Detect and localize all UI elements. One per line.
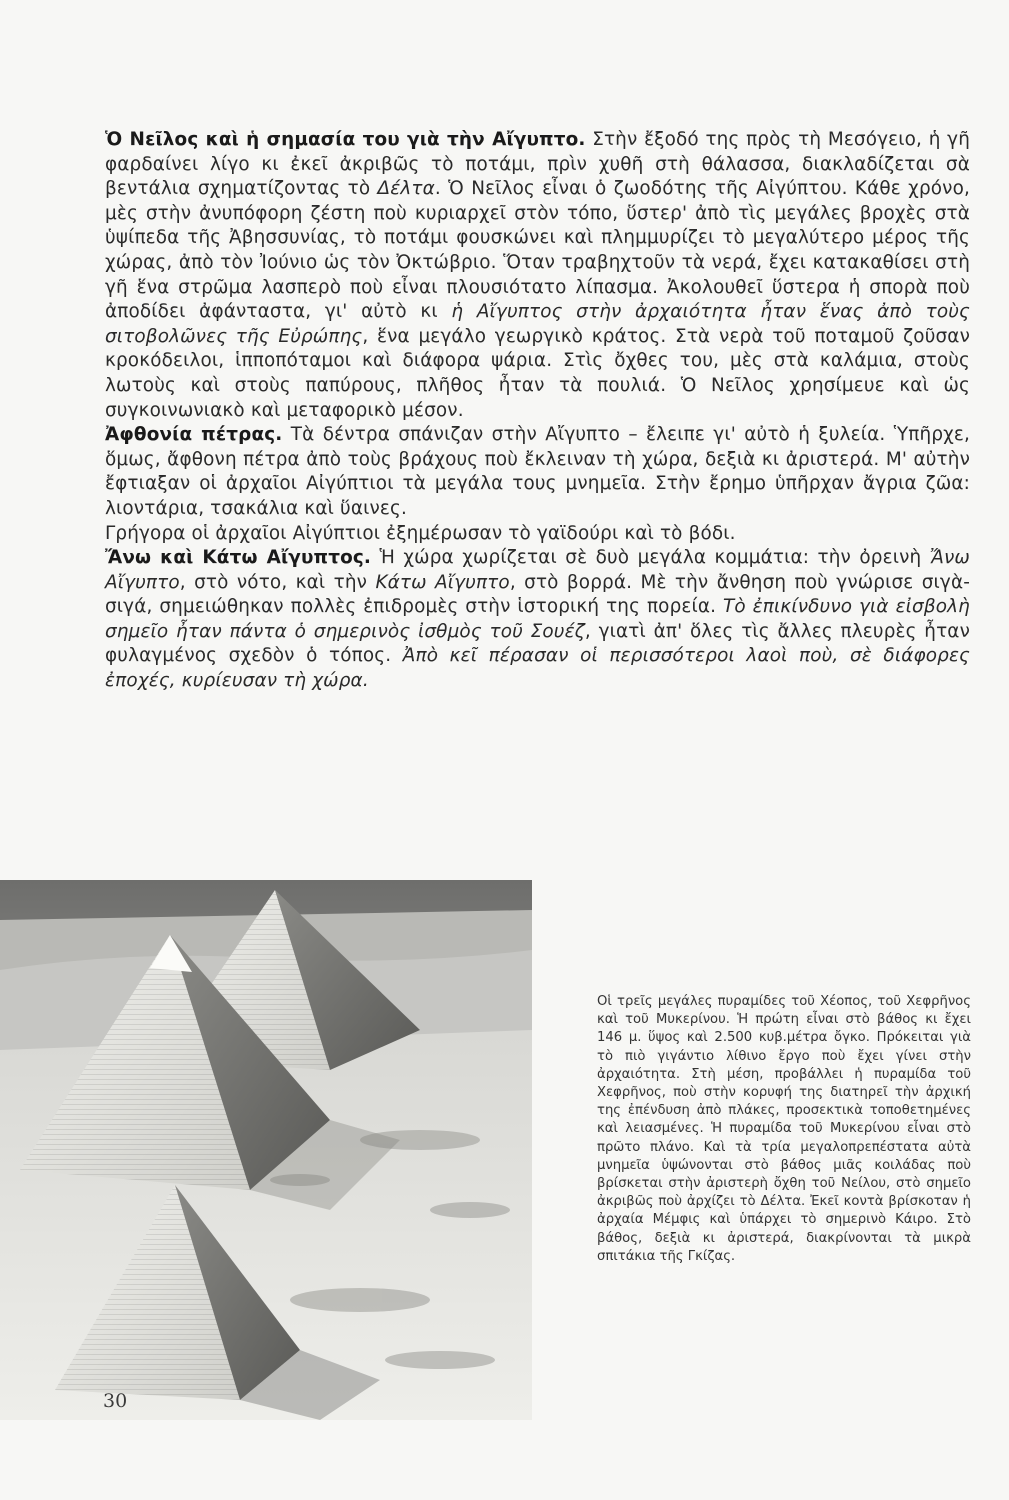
text-span: Γρήγορα οἱ ἀρχαῖοι Αἰγύπτιοι ἐξημέρωσαν τὸ γαϊδούρι καὶ τὸ βόδι. [105, 522, 736, 544]
main-text [105, 128, 970, 694]
text-span: , στὸ νότο, καὶ τὴν [179, 571, 376, 593]
italic-span: Ἀπὸ κεῖ πέρασαν οἱ περισσότεροι λαοὶ ποὺ, σὲ διάφορες ἐποχές, κυρίευσαν τὴ χώρα. [105, 645, 971, 692]
paragraph-stone [105, 423, 970, 521]
photo-caption [597, 993, 971, 1266]
heading-upper-lower: Ἄνω καὶ Κάτω Αἴγυπτος. [105, 547, 372, 569]
text-span: , ἕνα μεγάλο γεωργικὸ κράτος. Στὰ νερὰ τοῦ ποταμοῦ ζοῦσαν κροκόδειλοι, ἱπποπόταμοι καὶ διάφορα ψάρια. Στὶς ὄχθες του, μὲς στὰ καλάμια, στοὺς λωτοὺς καὶ στοὺς παπύρους, πλῆθος ἦταν τὰ πουλιά. Ὁ Νεῖλος χρησίμευε καὶ ὡς συγκοινωνιακὸ καὶ μεταφορικὸ μέσον. [105, 325, 970, 421]
italic-span: Κάτω Αἴγυπτο [375, 571, 510, 593]
text-span: , γιατὶ ἀπ' ὅλες τὶς ἄλλες πλευρὲς ἦταν φυλαγμένος σχεδὸν ὁ τόπος. [105, 620, 970, 667]
italic-span: Δέλτα [377, 178, 435, 200]
italic-span: Τὸ ἐπικίνδυνο γιὰ εἰσβολὴ σημεῖο ἦταν πάντα ὁ σημερινὸς ἰσθμὸς τοῦ Σουέζ [105, 596, 970, 642]
heading-stone: Ἀφθονία πέτρας. [105, 424, 283, 446]
italic-span: Ἄνω Αἴγυπτο [105, 547, 970, 593]
page-number: 30 [103, 1390, 128, 1412]
text-span: Ἡ χώρα χωρίζεται σὲ δυὸ μεγάλα κομμάτια: τὴν ὀρεινὴ [371, 547, 930, 569]
italic-span: ἡ Αἴγυπτος στὴν ἀρχαιότητα ἦταν ἕνας ἀπὸ τοὺς σιτοβολῶνες τῆς Εὐρώπης [105, 301, 970, 347]
paragraph-domestication [105, 522, 970, 547]
pyramids-photo [0, 880, 532, 1420]
text-span: Στὴν ἔξοδό της πρὸς τὴ Μεσόγειο, ἡ γῆ φαρδαίνει λίγο κι ἐκεῖ ἀκριβῶς τὸ ποτάμι, πρὶν χυθῆ στὴ θάλασσα, διακλαδίζεται σὰ βεντάλια σχηματίζοντας τὸ [105, 129, 971, 200]
paragraph-upper-lower [105, 546, 970, 694]
text-span: . Ὁ Νεῖλος εἶναι ὁ ζωοδότης τῆς Αἰγύπτου. Κάθε χρόνο, μὲς στὴν ἀνυπόφορη ζέστη ποὺ κυριαρχεῖ στὸν τόπο, ὕστερ' ἀπὸ τὶς μεγάλες βροχὲς στὰ ὑψίπεδα τῆς Ἀβησσυνίας, τὸ ποτάμι φουσκώνει καὶ πλημμυρίζει τὸ μεγαλύτερο μέρος τῆς χώρας, ἀπὸ τὸν Ἰούνιο ὡς τὸν Ὀκτώβριο. Ὅταν τραβηχτοῦν τὰ νερά, ἔχει κατακαθίσει στὴ γῆ ἕνα στρῶμα λασπερὸ ποὺ εἶναι πλουσιότατο λίπασμα. Ἀκολουθεῖ ὕστερα ἡ σπορὰ ποὺ ἀποδίδει ἀφάνταστα, γι' αὐτὸ κι [105, 178, 970, 323]
caption-text: Οἱ τρεῖς μεγάλες πυραμίδες τοῦ Χέοπος, τοῦ Χεφρῆνος καὶ τοῦ Μυκερίνου. Ἡ πρώτη εἶναι στὸ βάθος κι ἔχει 146 μ. ὕψος καὶ 2.500 κυβ.μέτρα ὄγκο. Πρόκειται γιὰ τὸ πιὸ γιγάντιο λίθινο ἔργο ποὺ ἔχει γίνει στὴν ἀρχαιότητα. Στὴ μέση, προβάλλει ἡ πυραμίδα τοῦ Χεφρῆνος, ποὺ στὴν κορυφή της διατηρεῖ τὴν ἀρχική της ἐπένδυση ἀπὸ πλάκες, προσεκτικὰ τοποθετημένες καὶ λειασμένες. Ἡ πυραμίδα τοῦ Μυκερίνου εἶναι στὸ πρῶτο πλάνο. Καὶ τὰ τρία μεγαλοπρεπέστατα αὐτὰ μνημεῖα ὑψώνονται στὸ βάθος μιᾶς κοιλάδας ποὺ βρίσκεται στὴν ἀριστερὴ ὄχθη τοῦ Νείλου, στὸ σημεῖο ἀκριβῶς ποὺ ἀρχίζει τὸ Δέλτα. Ἐκεῖ κοντὰ βρίσκοταν ἡ ἀρχαία Μέμφις καὶ ὑπάρχει τὸ σημερινὸ Κάιρο. Στὸ βάθος, δεξιὰ κι ἀριστερά, διακρίνονται τὰ μικρὰ σπιτάκια τῆς Γκίζας. [597, 994, 971, 1264]
text-span: , στὸ βορρά. Μὲ τὴν ἄνθηση ποὺ γνώρισε σιγὰ-σιγά, σημειώθηκαν πολλὲς ἐπιδρομὲς στὴν ἱστορική της πορεία. [105, 571, 971, 618]
paragraph-nile [105, 128, 970, 423]
heading-nile: Ὁ Νεῖλος καὶ ἡ σημασία του γιὰ τὴν Αἴγυπτο. [105, 129, 586, 150]
text-span: Τὰ δέντρα σπάνιζαν στὴν Αἴγυπτο – ἔλειπε γι' αὐτὸ ἡ ξυλεία. Ὑπῆρχε, ὅμως, ἄφθονη πέτρα ἀπὸ τοὺς βράχους ποὺ ἔκλειναν τὴ χώρα, δεξιὰ κι ἀριστερά. Μ' αὐτὴν ἔφτιαξαν οἱ ἀρχαῖοι Αἰγύπτιοι τὰ μεγάλα τους μνημεῖα. Στὴν ἔρημο ὑπῆρχαν ἄγρια ζῶα: λιοντάρια, τσακάλια καὶ ὕαινες. [105, 424, 971, 519]
